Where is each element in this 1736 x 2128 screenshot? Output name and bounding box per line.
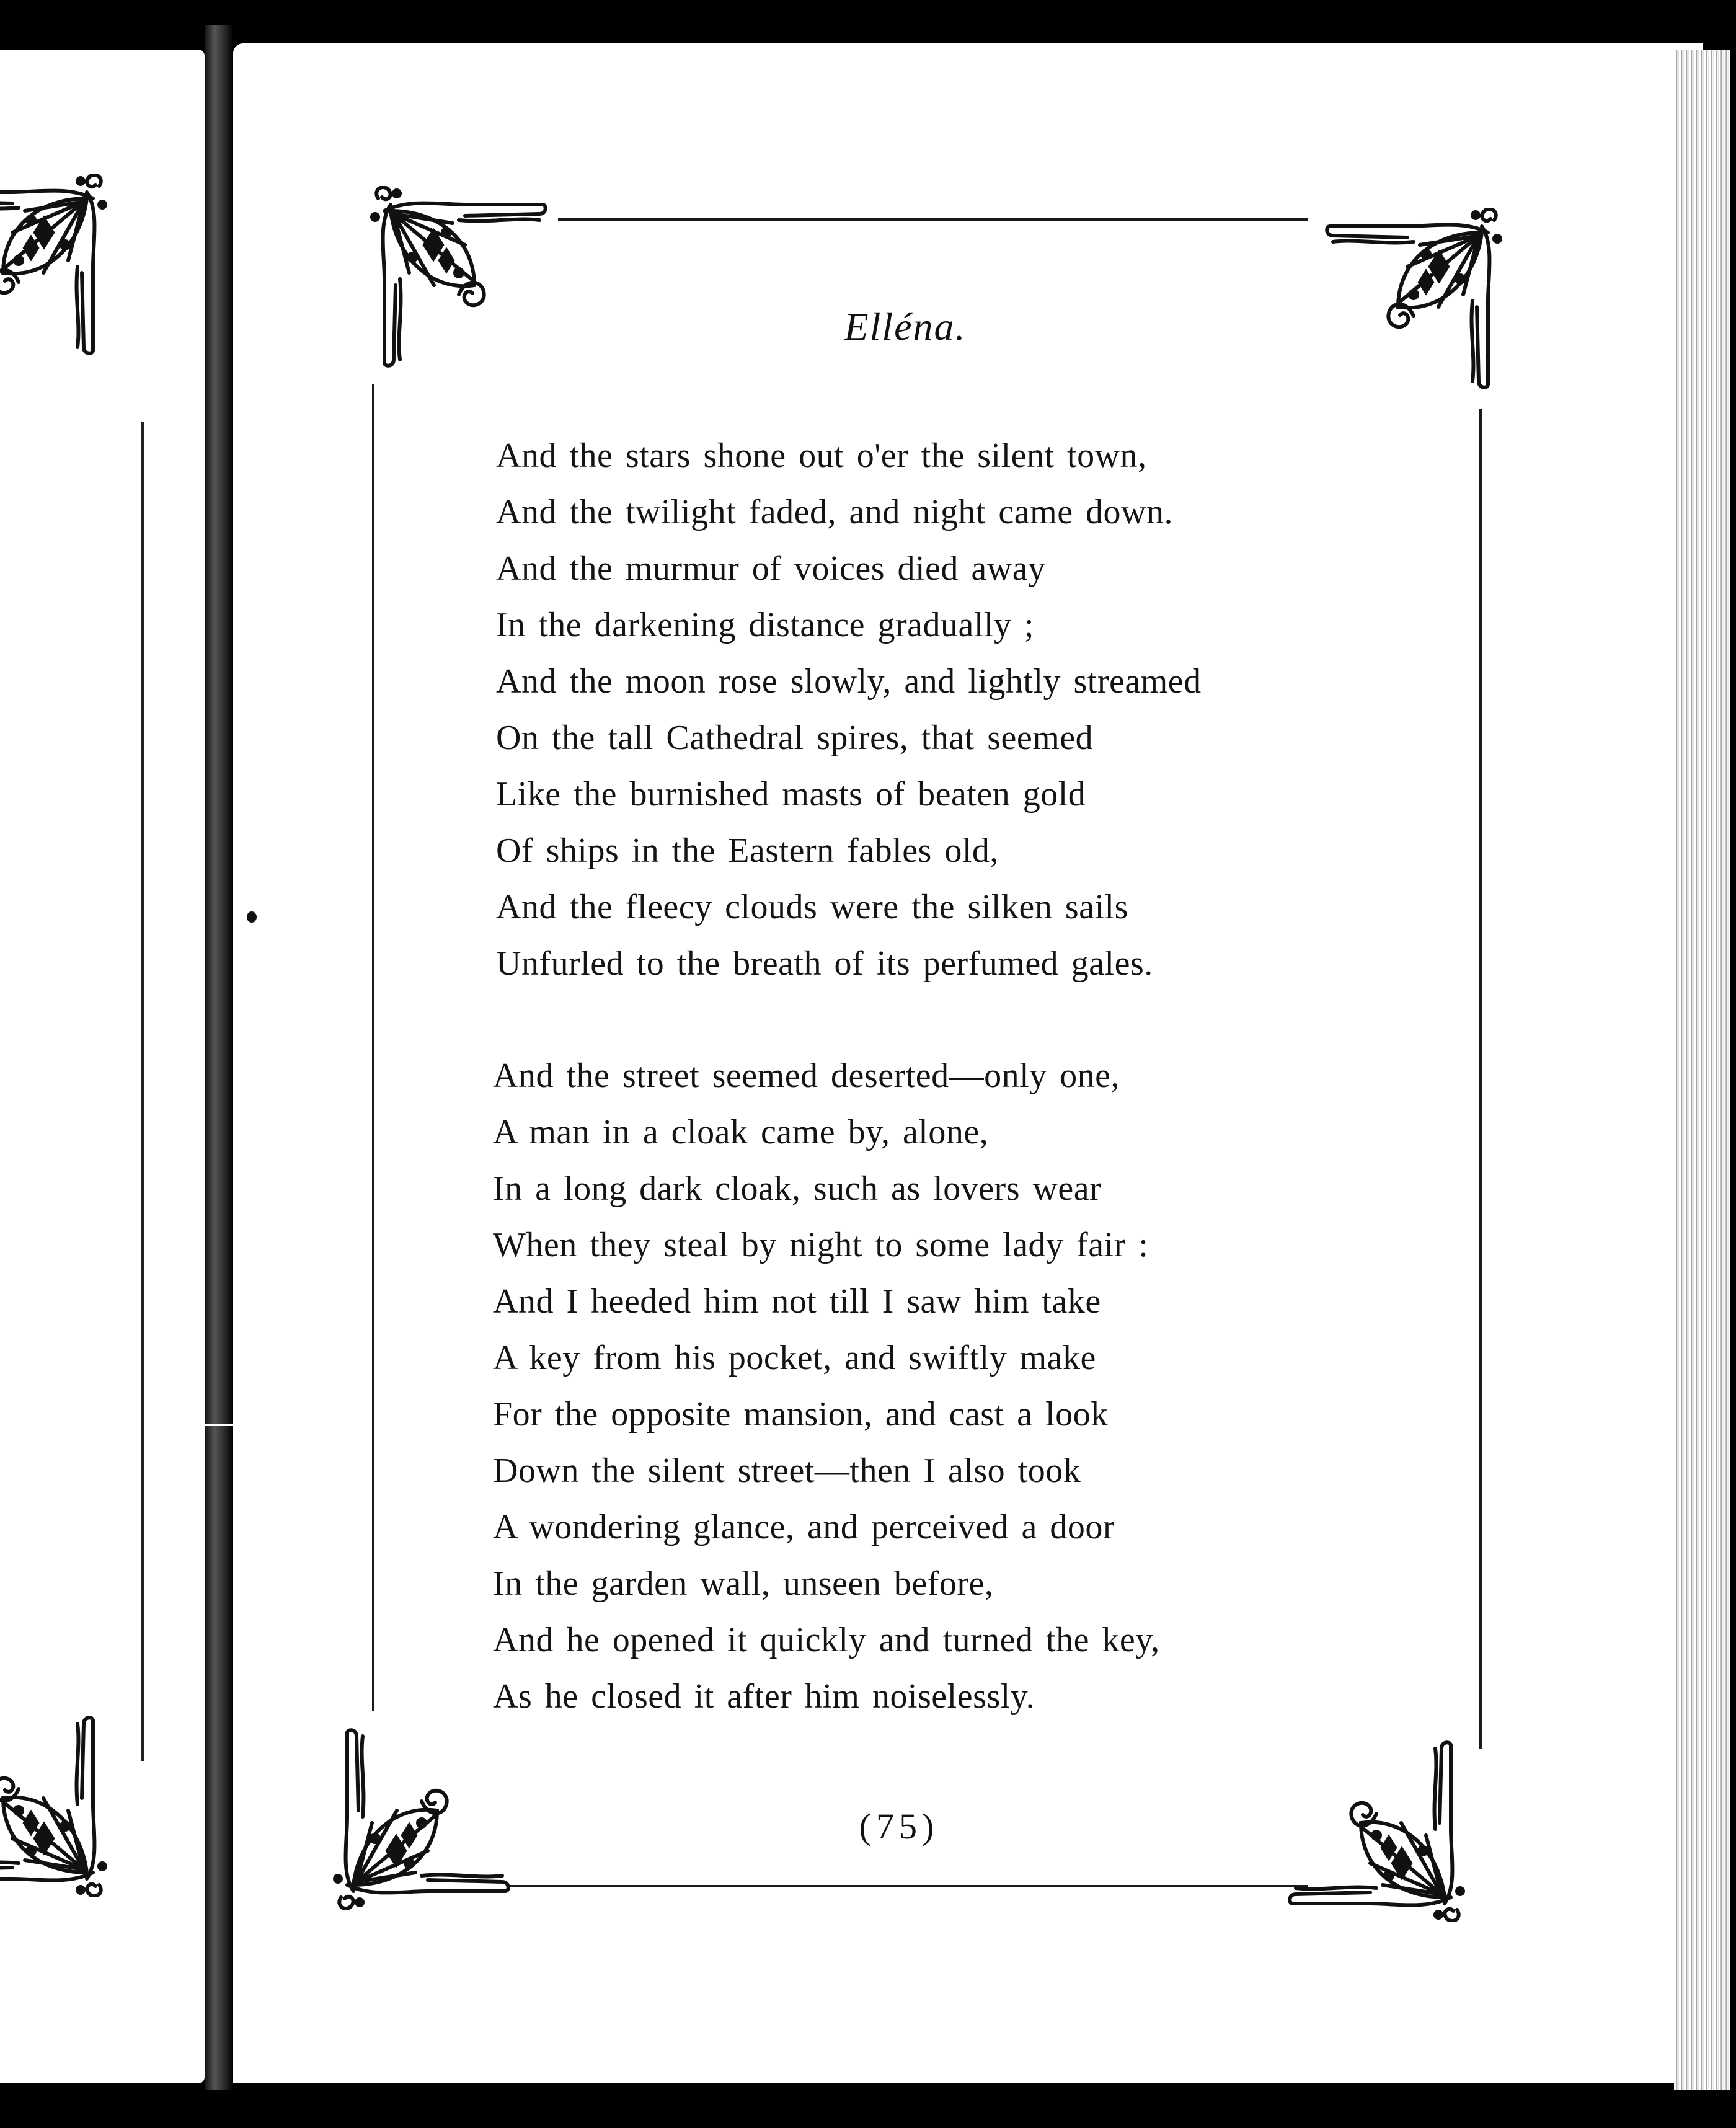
verse-line: In the darkening distance gradually ;: [496, 606, 1034, 644]
verse-line: A wondering glance, and perceived a door: [493, 1508, 1115, 1546]
verse-line: Down the silent street—then I also took: [493, 1452, 1081, 1490]
verse-line: On the tall Cathedral spires, that seemed: [496, 719, 1094, 757]
verse-line: A man in a cloak came by, alone,: [493, 1113, 989, 1151]
verse-line: And the murmur of voices died away: [496, 549, 1046, 588]
verse-line: As he closed it after him noiselessly.: [493, 1677, 1035, 1716]
verse-line: Unfurled to the breath of its perfumed gales.: [496, 944, 1153, 983]
verse-line: When they steal by night to some lady fair :: [493, 1226, 1149, 1264]
verse-line: And the street seemed deserted—only one,: [493, 1057, 1120, 1095]
frame-top-rule: [558, 218, 1308, 221]
verse-line: Like the burnished masts of beaten gold: [496, 775, 1086, 814]
page-number: (75): [859, 1806, 939, 1846]
verse-line: A key from his pocket, and swiftly make: [493, 1339, 1096, 1377]
facing-page-top-ornament-icon: [0, 174, 112, 360]
frame-bottom-rule: [508, 1885, 1308, 1887]
verse-line: Of ships in the Eastern fables old,: [496, 831, 999, 870]
top-right-corner-ornament-icon: [1321, 208, 1507, 394]
verse-line: In a long dark cloak, such as lovers wear: [493, 1169, 1102, 1208]
verse-line: In the garden wall, unseen before,: [493, 1564, 994, 1603]
ink-speck: [247, 911, 257, 923]
verse-line: And the twilight faded, and night came down.: [496, 493, 1173, 531]
facing-page-left: [0, 50, 205, 2083]
bottom-right-corner-ornament-icon: [1283, 1736, 1469, 1922]
verse-line: For the opposite mansion, and cast a look: [493, 1395, 1109, 1434]
book-gutter: [205, 25, 233, 2090]
frame-left-rule: [372, 384, 374, 1711]
bottom-left-corner-ornament-icon: [329, 1724, 515, 1910]
verse-line: And he opened it quickly and turned the key,: [493, 1621, 1160, 1659]
facing-page-border-rule: [141, 422, 144, 1761]
verse-line: And the stars shone out o'er the silent town,: [496, 437, 1147, 475]
running-head: Elléna.: [844, 304, 967, 348]
frame-right-rule: [1479, 409, 1482, 1749]
page-edges: [1674, 50, 1730, 2090]
facing-page-bottom-ornament-icon: [0, 1711, 112, 1897]
verse-line: And the fleecy clouds were the silken sails: [496, 888, 1128, 926]
top-left-corner-ornament-icon: [366, 186, 552, 372]
stanza-1: [496, 428, 1426, 992]
verse-line: And I heeded him not till I saw him take: [493, 1282, 1101, 1321]
stanza-2: [493, 1048, 1423, 1725]
verse-line: And the moon rose slowly, and lightly streamed: [496, 662, 1202, 701]
